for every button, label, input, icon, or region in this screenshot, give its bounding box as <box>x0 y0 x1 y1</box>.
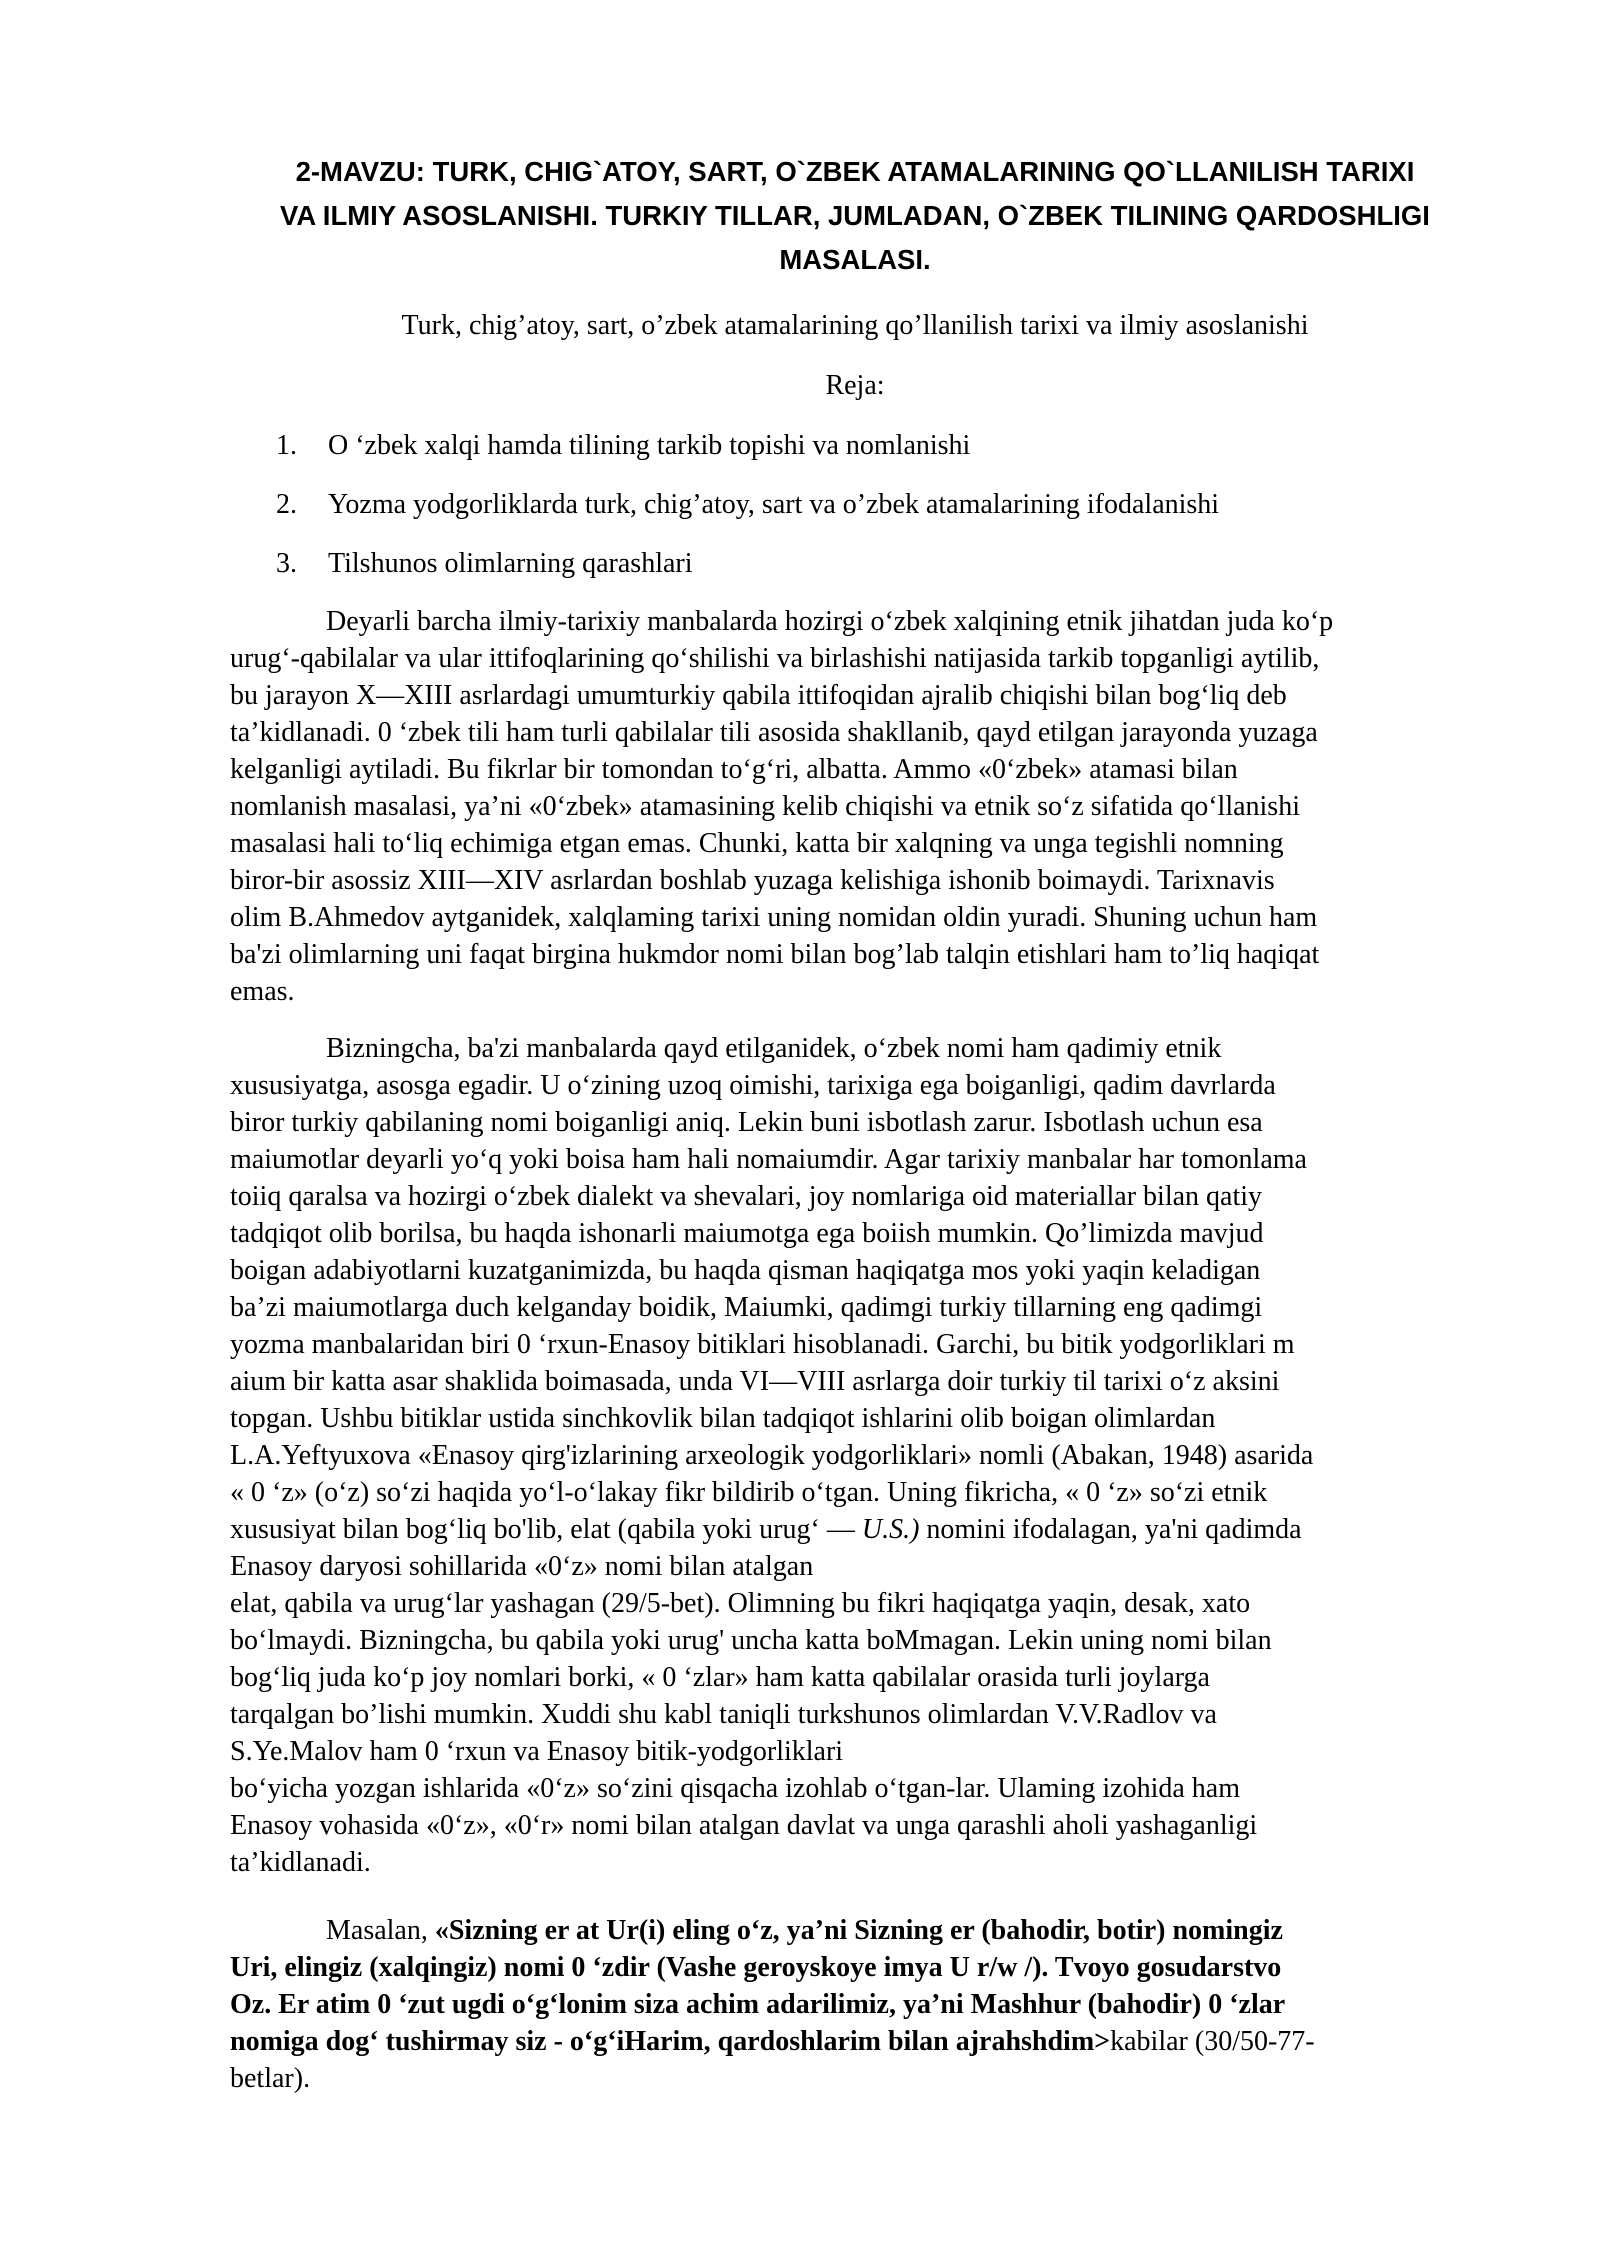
text-line: bog‘liq juda ko‘p joy nomlari borki, « 0 ‘zlar» ham katta qabilalar orasida turli joylarga <box>230 1662 1210 1693</box>
plan-item-number: 3. <box>276 548 297 579</box>
text-line: tadqiqot olib borilsa, bu haqda ishonarli maiumotga ega boiish mumkin. Qo’limizda mavjud <box>230 1218 1264 1249</box>
text-line: Enasoy daryosi sohillarida «0‘z» nomi bilan atalgan <box>230 1551 814 1582</box>
plan-heading: Reja: <box>825 370 885 401</box>
plan-item-number: 1. <box>276 430 297 461</box>
title-line-3: MASALASI. <box>779 244 931 275</box>
plan-list <box>230 428 1480 605</box>
text-segment: nomini ifodalagan, ya'ni qadimda <box>919 1514 1302 1545</box>
paragraph-1 <box>230 603 1490 1010</box>
document-subtitle: Turk, chig’atoy, sart, o’zbek atamalarining qo’llanilish tarixi va ilmiy asoslanishi <box>401 310 1309 341</box>
plan-item-text: Tilshunos olimlarning qarashlari <box>328 548 693 579</box>
text-line: « 0 ‘z» (o‘z) so‘zi haqida yo‘l-o‘lakay fikr bildirib o‘tgan. Uning fikricha, « 0 ‘z» so‘zi etnik <box>230 1477 1268 1508</box>
plan-item-number: 2. <box>276 489 297 520</box>
paragraph-2 <box>230 1030 1490 1881</box>
text-line: xususiyatga, asosga egadir. U o‘zining uzoq oimishi, tarixiga ega boiganligi, qadim davrlarda <box>230 1070 1276 1101</box>
bold-quote: nomiga dog‘ tushirmay siz - o‘g‘iHarim, qardoshlarim bilan ajrahshdim> <box>230 2026 1111 2057</box>
plan-item-text: O ‘zbek xalqi hamda tilining tarkib topishi va nomlanishi <box>328 430 971 461</box>
text-line: Enasoy vohasida «0‘z», «0‘r» nomi bilan atalgan davlat va unga qarashli aholi yashaganligi <box>230 1810 1258 1841</box>
text-line <box>230 1912 1490 1949</box>
text-line: toiiq qaralsa va hozirgi o‘zbek dialekt va shevalari, joy nomlariga oid materiallar bilan qatiy <box>230 1181 1263 1212</box>
text-segment: xususiyat bilan bog‘liq bo'lib, elat (qabila yoki urug‘ — <box>230 1514 862 1545</box>
text-line: Bizningcha, ba'zi manbalarda qayd etilganidek, o‘zbek nomi ham qadimiy etnik <box>326 1033 1222 1064</box>
text-line: ba'zi olimlarning uni faqat birgina hukmdor nomi bilan bog’lab talqin etishlari ham to’liq haqiqat <box>230 939 1320 970</box>
text-line: biror-bir asossiz XIII—XIV asrlardan boshlab yuzaga kelishiga ishonib boimaydi. Tarixnavis <box>230 865 1275 896</box>
text-line: Deyarli barcha ilmiy-tarixiy manbalarda hozirgi o‘zbek xalqining etnik jihatdan juda ko‘p <box>326 606 1334 637</box>
text-line: biror turkiy qabilaning nomi boiganligi aniq. Lekin buni isbotlash zarur. Isbotlash uchun esa <box>230 1107 1263 1138</box>
plan-item-text: Yozma yodgorliklarda turk, chig’atoy, sart va o’zbek atamalarining ifodalanishi <box>328 489 1220 520</box>
text-line: bo‘yicha yozgan ishlarida «0‘z» so‘zini qisqacha izohlab o‘tgan-lar. Ulaming izohida ham <box>230 1773 1241 1804</box>
text-line: S.Ye.Malov ham 0 ‘rxun va Enasoy bitik-yodgorliklari <box>230 1736 844 1767</box>
bold-quote: «Sizning er at Ur(i) eling o‘z, ya’ni Sizning er (bahodir, botir) nomingiz <box>434 1915 1283 1946</box>
text-line: elat, qabila va urug‘lar yashagan (29/5-bet). Olimning bu fikri haqiqatga yaqin, desak, xato <box>230 1588 1251 1619</box>
bold-quote: Uri, elingiz (xalqingiz) nomi 0 ‘zdir (Vashe geroyskoye imya U r/w /). Tvoyo gosudarstvo <box>230 1952 1282 1983</box>
title-line-2: VA ILMIY ASOSLANISHI. TURKIY TILLAR, JUMLADAN, O`ZBEK TILINING QARDOSHLIGI <box>280 200 1430 231</box>
text-line: ba’zi maiumotlarga duch kelganday boidik, Maiumki, qadimgi turkiy tillarning eng qadimgi <box>230 1292 1263 1323</box>
paragraph-3 <box>230 1912 1490 2097</box>
text-line: betlar). <box>230 2063 311 2094</box>
text-line: bu jarayon X—XIII asrlardagi umumturkiy qabila ittifoqidan ajralib chiqishi bilan bog‘liq deb <box>230 680 1287 711</box>
plan-item <box>230 487 1480 546</box>
text-line: ta’kidlanadi. 0 ‘zbek tili ham turli qabilalar tili asosida shakllanib, qayd etilgan jarayonda yuzaga <box>230 717 1318 748</box>
text-line: maiumotlar deyarli yo‘q yoki boisa ham hali nomaiumdir. Agar tarixiy manbalar har tomonlama <box>230 1144 1307 1175</box>
text-line: urug‘-qabilalar va ular ittifoqlarining qo‘shilishi va birlashishi natijasida tarkib topganligi aytilib, <box>230 643 1320 674</box>
text-line <box>230 2023 1490 2060</box>
text-line: kelganligi aytiladi. Bu fikrlar bir tomondan to‘g‘ri, albatta. Ammo «0‘zbek» atamasi bilan <box>230 754 1238 785</box>
text-line: bo‘lmaydi. Bizningcha, bu qabila yoki urug' uncha katta boMmagan. Lekin uning nomi bilan <box>230 1625 1272 1656</box>
italic-abbreviation: U.S.) <box>861 1514 920 1545</box>
plan-item <box>230 428 1480 487</box>
text-line: emas. <box>230 976 295 1007</box>
plan-item <box>230 546 1480 605</box>
text-segment: Masalan, <box>326 1915 435 1946</box>
text-line: masalasi hali to‘liq echimiga etgan emas. Chunki, katta bir xalqning va unga tegishli nomning <box>230 828 1284 859</box>
text-line: ta’kidlanadi. <box>230 1847 371 1878</box>
text-line: tarqalgan bo’lishi mumkin. Xuddi shu kabl taniqli turkshunos olimlardan V.V.Radlov va <box>230 1699 1217 1730</box>
text-line: yozma manbalaridan biri 0 ‘rxun-Enasoy bitiklari hisoblanadi. Garchi, bu bitik yodgorliklari m <box>230 1329 1295 1360</box>
text-line: aium bir katta asar shaklida boimasada, unda VI—VIII asrlarga doir turkiy til tarixi o‘z aksini <box>230 1366 1280 1397</box>
text-line: topgan. Ushbu bitiklar ustida sinchkovlik bilan tadqiqot ishlarini olib boigan olimlardan <box>230 1403 1216 1434</box>
document-title <box>230 150 1480 282</box>
text-line: boigan adabiyotlarni kuzatganimizda, bu haqda qisman haqiqatga mos yoki yaqin keladigan <box>230 1255 1261 1286</box>
text-segment: kabilar (30/50-77- <box>1110 2026 1315 2057</box>
bold-quote: Oz. Er atim 0 ‘zut ugdi o‘g‘lonim siza achim adarilimiz, ya’ni Mashhur (bahodir) 0 ‘zlar <box>230 1989 1286 2020</box>
text-line <box>230 1511 1490 1548</box>
title-line-1: 2-MAVZU: TURK, CHIG`ATOY, SART, O`ZBEK ATAMALARINING QO`LLANILISH TARIXI <box>295 156 1415 187</box>
text-line: olim B.Ahmedov aytganidek, xalqlaming tarixi uning nomidan oldin yuradi. Shuning uchun ham <box>230 902 1318 933</box>
text-line: nomlanish masalasi, ya’ni «0‘zbek» atamasining kelib chiqishi va etnik so‘z sifatida qo‘llanishi <box>230 791 1300 822</box>
text-line: L.A.Yeftyuxova «Enasoy qirg'izlarining arxeologik yodgorliklari» nomli (Abakan, 1948) asarida <box>230 1440 1314 1471</box>
